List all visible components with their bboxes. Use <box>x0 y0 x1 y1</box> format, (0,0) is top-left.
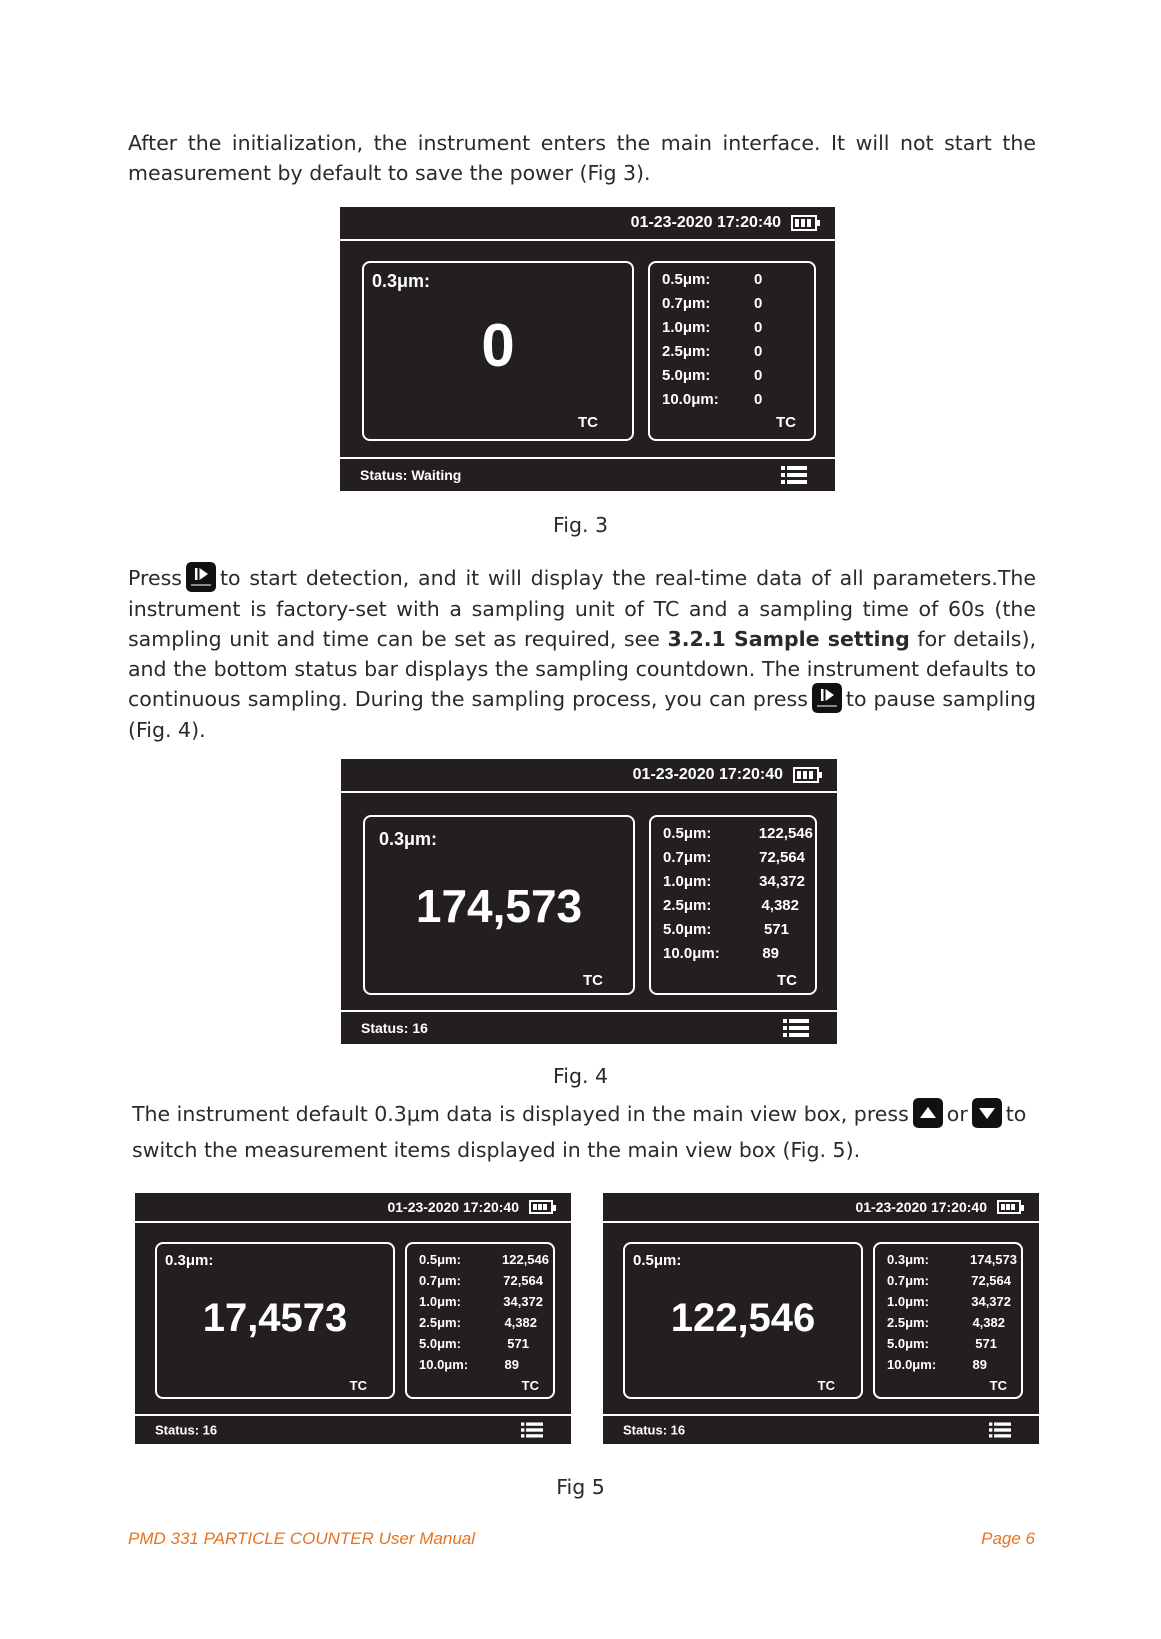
list-item: 0.7μm: 0 <box>662 295 763 312</box>
main-unit: TC <box>817 1378 835 1393</box>
list-item: 0.7μm: 72,564 <box>663 849 805 866</box>
side-unit: TC <box>989 1378 1007 1393</box>
main-label: 0.3μm: <box>372 271 431 291</box>
list-item: 1.0μm: 0 <box>662 319 763 336</box>
main-view-box <box>623 1242 863 1399</box>
screen-status-bar <box>341 1010 837 1044</box>
side-unit: TC <box>776 414 796 431</box>
list-item: 2.5μm: 4,382 <box>663 897 799 914</box>
list-item: 10.0μm: 89 <box>663 945 779 962</box>
main-view-box <box>363 815 635 995</box>
intro-paragraph: After the initialization, the instrument enters the main interface. It will not start the measurement by default to save the power (Fig 3). <box>128 131 1036 185</box>
side-list-box <box>405 1242 555 1399</box>
list-item: 0.5μm: 122,546 <box>419 1252 549 1267</box>
side-list-box <box>873 1242 1023 1399</box>
side-list-box <box>649 815 817 995</box>
list-item: 0.7μm: 72,564 <box>419 1273 543 1288</box>
screen-top-bar <box>341 759 837 793</box>
list-item: 0.3μm: 174,573 <box>887 1252 1017 1267</box>
list-item: 2.5μm: 4,382 <box>887 1315 1005 1330</box>
start-stop-icon <box>186 562 216 592</box>
list-item: 1.0μm: 34,372 <box>887 1294 1011 1309</box>
list-item: 0.7μm: 72,564 <box>887 1273 1011 1288</box>
fig4-screen <box>341 759 837 1044</box>
list-item: 1.0μm: 34,372 <box>419 1294 543 1309</box>
fig5-caption: Fig 5 <box>556 1475 605 1499</box>
battery-icon <box>793 767 819 783</box>
screen-status-bar <box>135 1414 571 1444</box>
main-unit: TC <box>583 972 603 989</box>
list-item: 1.0μm: 34,372 <box>663 873 805 890</box>
list-menu-icon <box>521 1422 543 1438</box>
battery-icon <box>529 1200 553 1214</box>
list-item: 10.0μm: 89 <box>419 1357 519 1372</box>
battery-icon <box>997 1200 1021 1214</box>
screen-top-bar <box>135 1193 571 1223</box>
list-item: 5.0μm: 571 <box>419 1336 529 1351</box>
list-item: 2.5μm: 0 <box>662 343 763 360</box>
fig4-caption: Fig. 4 <box>552 1064 609 1088</box>
footer-page-number: Page 6 <box>981 1529 1035 1548</box>
up-arrow-icon <box>913 1098 943 1128</box>
list-item: 10.0μm: 89 <box>887 1357 987 1372</box>
datetime: 01-23-2020 17:20:40 <box>630 214 781 231</box>
list-item: 5.0μm: 571 <box>663 921 789 938</box>
list-item: 0.5μm: 0 <box>662 271 763 288</box>
side-unit: TC <box>521 1378 539 1393</box>
status-text: Status: Waiting <box>360 467 462 483</box>
list-item: 0.5μm: 122,546 <box>663 825 813 842</box>
main-value: 0 <box>481 312 515 379</box>
datetime: 01-23-2020 17:20:40 <box>632 766 783 783</box>
list-item: 10.0μm: 0 <box>662 391 763 408</box>
main-label: 0.3μm: <box>165 1252 214 1269</box>
datetime: 01-23-2020 17:20:40 <box>387 1199 519 1215</box>
main-unit: TC <box>349 1378 367 1393</box>
screen-top-bar <box>603 1193 1039 1223</box>
fig5a-screen <box>135 1193 571 1444</box>
main-view-box <box>155 1242 395 1399</box>
fig5b-screen <box>603 1193 1039 1444</box>
status-text: Status: 16 <box>361 1020 428 1036</box>
fig3-caption: Fig. 3 <box>552 513 609 537</box>
status-text: Status: 16 <box>623 1422 686 1438</box>
datetime: 01-23-2020 17:20:40 <box>855 1199 987 1215</box>
main-view-box <box>362 261 634 441</box>
side-list-box <box>648 261 816 441</box>
battery-icon <box>791 215 817 231</box>
footer-title: PMD 331 PARTICLE COUNTER User Manual <box>128 1529 476 1548</box>
main-label: 0.5μm: <box>633 1252 682 1269</box>
main-value: 174,573 <box>415 880 583 932</box>
list-item: 2.5μm: 4,382 <box>419 1315 537 1330</box>
side-unit: TC <box>777 972 797 989</box>
list-menu-icon <box>989 1422 1011 1438</box>
start-stop-icon <box>812 683 842 713</box>
list-menu-icon <box>781 466 807 484</box>
screen-status-bar <box>340 457 835 491</box>
main-value: 17,4573 <box>202 1296 348 1340</box>
screen-top-bar <box>340 207 835 241</box>
down-arrow-icon <box>972 1098 1002 1128</box>
list-item: 5.0μm: 0 <box>662 367 763 384</box>
status-text: Status: 16 <box>155 1422 218 1438</box>
fig3-screen <box>340 207 835 491</box>
screen-status-bar <box>603 1414 1039 1444</box>
paragraph-start-detection: Press to start detection, and it will display the real-time data of all parameters.The instrument is factory-set with a sampling unit of TC and a sampling time of 60s (the sampling unit and time can be set as required, see 3.2.1 Sample setting for details), and the bottom status bar displays the sampling countdown. The instrument defaults to continuous sampling. During the sampling process, you can press to pause sampling (Fig. 4). <box>128 563 1036 745</box>
main-unit: TC <box>578 414 598 431</box>
list-item: 5.0μm: 571 <box>887 1336 997 1351</box>
main-label: 0.3μm: <box>379 829 438 849</box>
list-menu-icon <box>783 1019 809 1037</box>
main-value: 122,546 <box>670 1296 816 1340</box>
paragraph-switch-items: The instrument default 0.3μm data is displayed in the main view box, press or to switch the measurement items displayed in the main view box (Fig. 5). <box>132 1096 1040 1168</box>
